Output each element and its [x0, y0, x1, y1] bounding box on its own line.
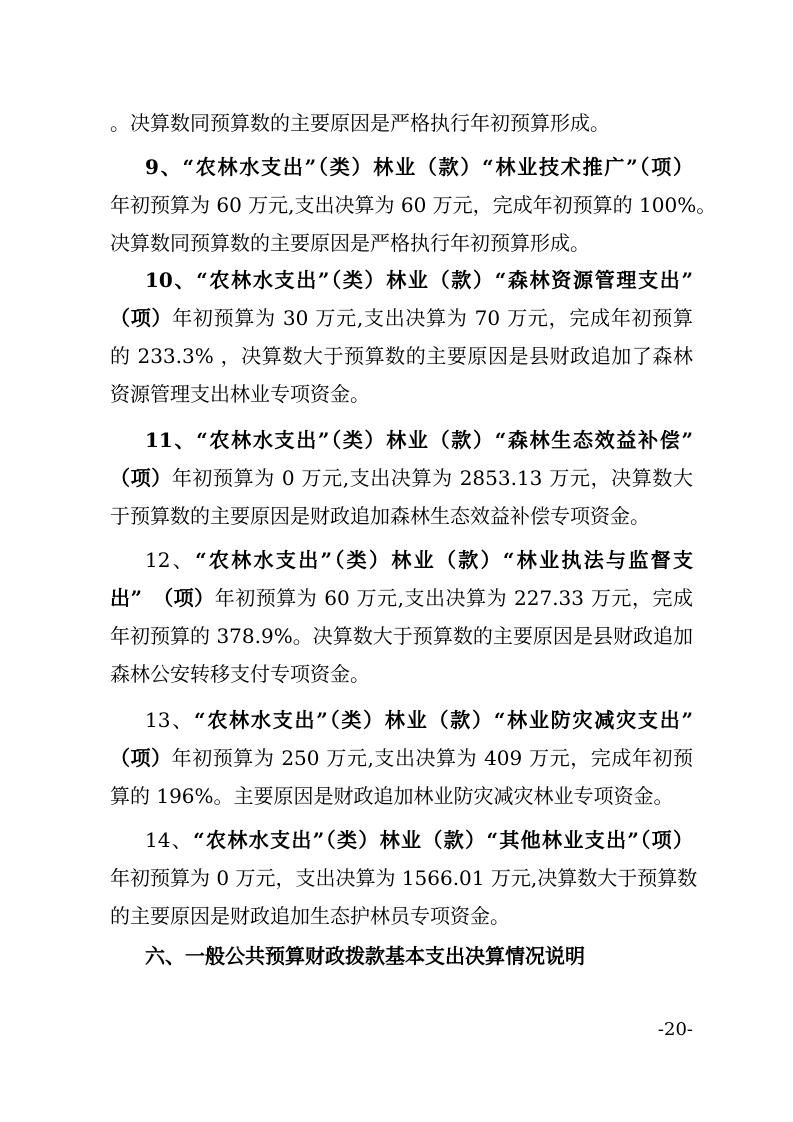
item-10-type-label: （项） — [110, 306, 173, 330]
item-11-line-2 — [110, 463, 693, 493]
text-span: 年初预算为 60 万元,支出决算为 227.33 万元，完成 — [214, 586, 693, 610]
text-span: “农林水支出”（类）林业（款）“林业执法与监督支 — [195, 548, 693, 572]
item-10-line-2 — [110, 303, 693, 333]
text-span: “农林水支出”（类）林业（款）“林业防灾减灾支出” — [194, 708, 693, 732]
paragraph-line — [110, 108, 610, 138]
item-9-heading: 9、“农林水支出”（类）林业（款）“林业技术推广”（项） — [145, 155, 693, 179]
item-12-line-2 — [110, 583, 693, 613]
item-13-line-2 — [110, 743, 693, 773]
item-13-heading — [145, 705, 693, 735]
item-12-heading — [145, 545, 693, 575]
item-14-heading — [145, 825, 693, 855]
item-14-line-2: 年初预算为 0 万元，支出决算为 1566.01 万元,决算数大于预算数 — [110, 866, 698, 890]
item-10-heading: 10、“农林水支出”（类）林业（款）“森林资源管理支出” — [145, 268, 693, 292]
item-12-number: 12、 — [145, 548, 196, 572]
item-9-line-2: 年初预算为 60 万元,支出决算为 60 万元，完成年初预算的 100%。 — [110, 193, 717, 217]
item-11-line-3: 于预算数的主要原因是财政追加森林生态效益补偿专项资金。 — [110, 504, 650, 528]
page-number: -20- — [657, 1019, 693, 1040]
section-6-title: 六、一般公共预算财政拨款基本支出决算情况说明 — [145, 944, 585, 968]
item-14-number: 14、 — [145, 828, 194, 852]
item-11-heading: 11、“农林水支出”（类）林业（款）“森林生态效益补偿” — [145, 428, 693, 452]
text-span: 年初预算为 30 万元,支出决算为 70 万元，完成年初预算 — [172, 306, 694, 330]
item-14-line-3: 的主要原因是财政追加生态护林员专项资金。 — [110, 904, 510, 928]
text-span: 。决算数同预算数的主要原因是严格执行年初预算形成。 — [110, 111, 610, 135]
item-13-type-label: （项） — [110, 746, 172, 770]
item-10-line-3: 的 233.3% ，决算数大于预算数的主要原因是县财政追加了森林 — [110, 344, 693, 368]
item-10-line-4: 资源管理支出林业专项资金。 — [110, 382, 370, 406]
item-11-type-label: （项） — [110, 466, 172, 490]
text-span: 年初预算为 0 万元,支出决算为 2853.13 万元，决算数大 — [171, 466, 694, 490]
item-12-line-3: 年初预算的 378.9%。决算数大于预算数的主要原因是县财政追加 — [110, 624, 693, 648]
item-12-type-label: 出” （项） — [110, 586, 215, 610]
item-13-line-3: 算的 196%。主要原因是财政追加林业防灾减灾林业专项资金。 — [110, 784, 674, 808]
item-13-number: 13、 — [145, 708, 195, 732]
text-span: 年初预算为 250 万元,支出决算为 409 万元，完成年初预 — [171, 746, 693, 770]
text-span: “农林水支出”（类）林业（款）“其他林业支出”（项） — [193, 828, 693, 852]
item-9-line-3: 决算数同预算数的主要原因是严格执行年初预算形成。 — [110, 231, 590, 255]
item-12-line-4: 森林公安转移支付专项资金。 — [110, 662, 370, 686]
